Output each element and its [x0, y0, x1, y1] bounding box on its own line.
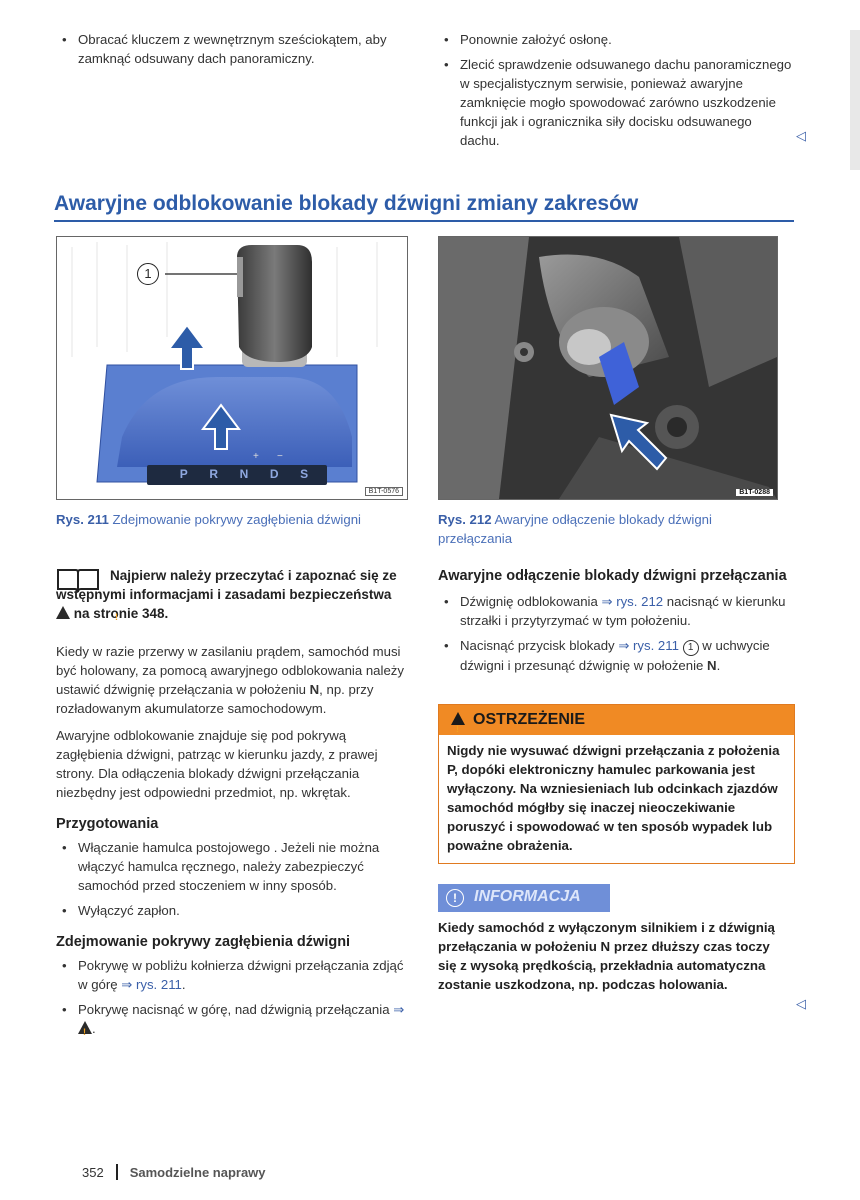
warning-triangle-icon: [451, 712, 465, 725]
gear-lever-illustration: [57, 237, 407, 499]
section-rule: [54, 220, 794, 222]
bullet-item: • Dźwignię odblokowania ⇒ rys. 212 nacisnąć w kierunku strzałki i przytyrzymać w tym położeniu.: [438, 592, 793, 630]
plus-sign: +: [253, 451, 259, 462]
end-mark-icon: ◁: [796, 996, 806, 1011]
right-body: [438, 566, 793, 675]
book-icon: [56, 566, 100, 594]
intro-text: Najpierw należy przeczytać i zapoznać się ze wstępnymi informacjami i zasadami bezpieczeństwa ! na stronie 348.: [56, 566, 406, 623]
gear-letter: D: [269, 467, 279, 481]
end-mark-icon: ◁: [796, 128, 806, 143]
callout-1-inline: 1: [683, 640, 699, 656]
caption-text: Zdejmowanie pokrywy zagłębienia dźwigni: [112, 512, 361, 527]
bullet-item: • Nacisnąć przycisk blokady ⇒ rys. 211 1 w uchwycie dźwigni i przesunąć dźwignię w położenie N.: [438, 636, 793, 675]
figure-code: B1T-0288: [736, 489, 773, 496]
bullet-text: Obracać kluczem z wewnętrznym sześciokątem, aby zamknąć odsuwany dach panoramiczny.: [78, 32, 387, 66]
bullet-item: • Zlecić sprawdzenie odsuwanego dachu panoramicznego w specjalistycznym serwisie, ponieważ awaryjne zamknięcie mogło spowodować zarówno uszkodzenie funkcji jak i ogranicznika siły docisku odsuwanego dachu.: [438, 55, 793, 150]
unlock-heading: Awaryjne odłączenie blokady dźwigni przełączania: [438, 568, 787, 584]
page-footer: [82, 1164, 266, 1180]
warning-triangle-icon: [56, 606, 70, 619]
bullet-item: • Pokrywę nacisnąć w górę, nad dźwignią przełączania ⇒ !.: [56, 1000, 406, 1038]
remove-heading: Zdejmowanie pokrywy zagłębienia dźwigni: [56, 934, 351, 950]
top-right-bullets: [438, 30, 793, 150]
warning-text: Nigdy nie wysuwać dźwigni przełączania z położenia P, dopóki elektroniczny hamulec parkowania jest wyłączony. Na wzniesieniach lub odcinkach zjazdów samochód mógłby się inaczej nieoczekiwanie poruszyć i spowodować w ten sposób wypadek lub poważne obrażenia.: [447, 743, 780, 853]
section-header: [54, 190, 794, 222]
figure-211: [56, 236, 408, 500]
left-body: [56, 642, 406, 1038]
info-text: Kiedy samochód z wyłączonym silnikiem i z dźwignią przełączania w położeniu N przez dłuższy czas toczy się z wysoką prędkością, przekładnia automatyczna zostanie uszkodzona, np. podczas holowania.: [438, 920, 775, 992]
top-left-bullet: [56, 30, 423, 68]
footer-section: Samodzielne naprawy: [129, 1164, 266, 1180]
info-header: [438, 884, 610, 912]
gear-letter: R: [209, 467, 219, 481]
figure-ref-link[interactable]: ⇒ rys. 211: [121, 977, 182, 992]
bullet-item: • Włączanie hamulca postojowego . Jeżeli nie można włączyć hamulca ręcznego, należy zabezpieczyć samochód przed stoczeniem w inny sposób.: [56, 838, 406, 895]
info-title: INFORMACJA: [474, 888, 581, 905]
caption-text: Awaryjne odłączenie blokady dźwigni przełączania: [438, 512, 712, 546]
page-number: 352: [82, 1164, 104, 1180]
gear-letter: P: [179, 467, 188, 481]
intro-note: [56, 566, 406, 623]
figure-ref-link[interactable]: ⇒ rys. 211: [618, 638, 679, 653]
caption-label: Rys. 211: [56, 512, 109, 527]
footer-divider: [116, 1164, 118, 1180]
gear-letter: N: [239, 467, 249, 481]
gear-letter: S: [300, 467, 309, 481]
caption-211: [56, 510, 406, 529]
caption-212: [438, 510, 776, 548]
figure-code: B1T-0576: [365, 487, 403, 496]
warning-title: OSTRZEŻENIE: [473, 711, 586, 728]
warning-header: [439, 705, 794, 735]
bullet-item: • Pokrywę w pobliżu kołnierza dźwigni przełączania zdjąć w górę ⇒ rys. 211.: [56, 956, 406, 994]
warning-triangle-icon: [78, 1021, 92, 1034]
figure-ref-link[interactable]: ⇒ rys. 212: [601, 594, 664, 609]
paragraph-2: Awaryjne odblokowanie znajduje się pod pokrywą zagłębienia dźwigni, patrząc w kierunku jazdy, z prawej strony. Dla odłączenia blokady dźwigni przełączania niezbędny jest odpowiedni przedmiot, np. wkrętak.: [56, 728, 378, 800]
bullet-item: • Ponownie założyć osłonę.: [438, 30, 793, 49]
figure-212: [438, 236, 778, 500]
info-icon: !: [446, 889, 464, 907]
margin-strip: [850, 30, 860, 170]
section-title: Awaryjne odblokowanie blokady dźwigni zmiany zakresów: [54, 192, 639, 215]
bullet-item: • Wyłączyć zapłon.: [56, 901, 406, 920]
minus-sign: −: [277, 451, 283, 462]
prep-heading: Przygotowania: [56, 816, 159, 832]
gear-letters: [169, 467, 319, 481]
warning-box: [438, 704, 795, 864]
warning-ref-link[interactable]: ⇒: [393, 1002, 405, 1017]
caption-label: Rys. 212: [438, 512, 492, 527]
callout-1: 1: [137, 263, 159, 285]
paragraph-1: Kiedy w razie przerwy w zasilaniu prądem, samochód musi być holowany, za pomocą awaryjnego odblokowania należy ustawić dźwignię przełączania w położeniu N, np. przy rozładowanym akumulatorze samochodowym.: [56, 644, 404, 716]
unlock-mechanism-photo: [439, 237, 777, 499]
